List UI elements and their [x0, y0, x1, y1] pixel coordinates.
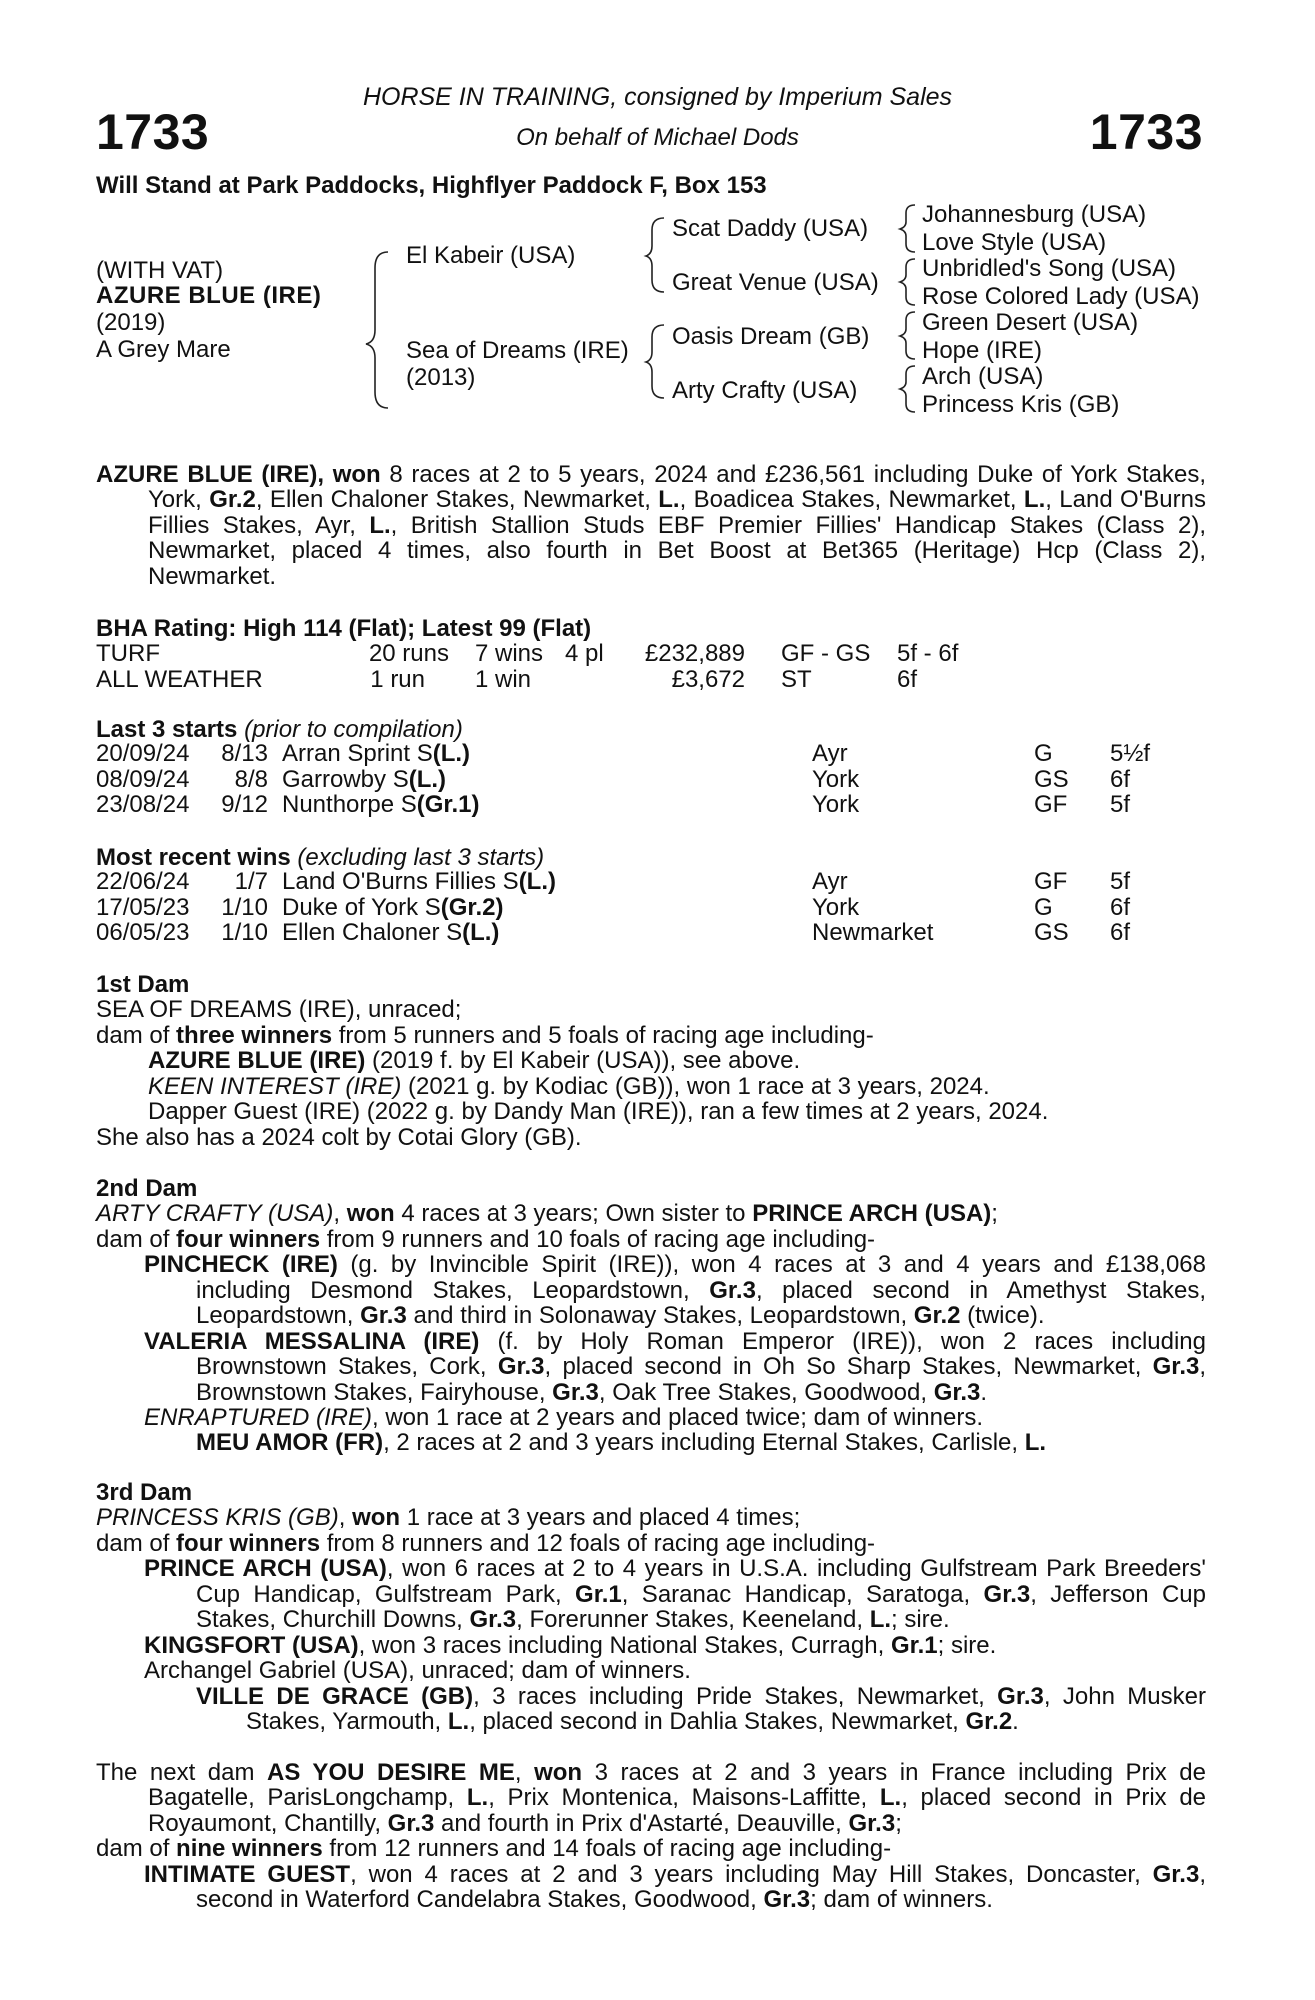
- horse-description: A Grey Mare: [96, 336, 231, 363]
- horse-name: AZURE BLUE (IRE): [96, 282, 322, 309]
- third-dam-title: 3rd Dam: [96, 1479, 193, 1506]
- pedigree-g3: Unbridled's Song (USA): [922, 255, 1177, 282]
- summary-horse-name: AZURE BLUE (IRE): [96, 461, 318, 488]
- first-dam-title: 1st Dam: [96, 971, 190, 998]
- recent-win-row: 17/05/23 1/10 Duke of York S(Gr.2) York G 6f: [96, 893, 1131, 921]
- recent-wins-table: [96, 869, 1196, 946]
- last3-row: 23/08/24 9/12 Nunthorpe S(Gr.1) York GF 5f: [96, 791, 1131, 818]
- pedigree-dam-sire: Oasis Dream (GB): [672, 323, 870, 350]
- recent-win-row: 22/06/24 1/7 Land O'Burns Fillies S(L.) Ayr GF 5f: [96, 868, 1131, 895]
- pedigree-g1: Johannesburg (USA): [922, 201, 1147, 228]
- horse-year: (2019): [96, 309, 166, 336]
- rating-table: [96, 641, 1096, 692]
- rating-row-all-weather: ALL WEATHER 1 run 1 win £3,672 ST 6f: [96, 665, 918, 693]
- pedigree-dam-year: (2013): [406, 364, 476, 391]
- second-dam-title: 2nd Dam: [96, 1175, 198, 1202]
- pedigree-sire-sire: Scat Daddy (USA): [672, 215, 869, 242]
- race-summary: AZURE BLUE (IRE), won 8 races at 2 to 5 years, 2024 and £236,561 including Duke of York Stakes, York, Gr.2, Ellen Chaloner Stakes, Newmarket, L., Boadicea Stakes, Newmarket, L., Land O'Burns Fillies Stakes, Ayr, L., British Stallion Studs EBF Premier Fillies' Handicap Stakes (Class 2), Newmarket, placed 4 times, also fourth in Bet Boost at Bet365 (Heritage) Hcp (Class 2), Newmarket.: [96, 461, 1207, 590]
- rating-row-turf: TURF 20 runs 7 wins 4 pl £232,889 GF - GS 5f - 6f: [96, 640, 959, 667]
- pedigree-g5: Green Desert (USA): [922, 309, 1139, 336]
- lot-number-left: 1733: [96, 104, 210, 160]
- last3-row: 08/09/24 8/8 Garrowby S(L.) York GS 6f: [96, 765, 1131, 793]
- second-dam-section: 2nd Dam ARTY CRAFTY (USA), won 4 races at 3 years; Own sister to PRINCE ARCH (USA); dam of four winners from 9 runners and 10 foals of racing age including- PINCHECK (IRE) (g. by Invincible Spirit (IRE)), won 4 races at 3 and 4 years and £138,068 including Desmond Stakes, Leopardstown, Gr.3, placed second in Amethyst Stakes, Leopardstown, Gr.3 and third in Solonaway Stakes, Leopardstown, Gr.2 (twice). VALERIA MESSALINA (IRE) (f. by Holy Roman Emperor (IRE)), won 2 races including Brownstown Stakes, Cork, Gr.3, placed second in Oh So Sharp Stakes, Newmarket, Gr.3, Brownstown Stakes, Fairyhouse, Gr.3, Oak Tree Stakes, Goodwood, Gr.3. ENRAPTURED (IRE), won 1 race at 2 years and placed twice; dam of winners. MEU AMOR (FR), 2 races at 2 and 3 years including Eternal Stakes, Carlisle, L.: [96, 1175, 1207, 1457]
- consignor-line: HORSE IN TRAINING, consigned by Imperium Sales: [362, 83, 953, 111]
- pedigree-g4: Rose Colored Lady (USA): [922, 283, 1200, 310]
- pedigree-g8: Princess Kris (GB): [922, 391, 1120, 418]
- pedigree-dam: Sea of Dreams (IRE): [406, 337, 629, 364]
- first-dam-section: 1st Dam SEA OF DREAMS (IRE), unraced; dam of three winners from 5 runners and 5 foals of racing age including- AZURE BLUE (IRE) (2019 f. by El Kabeir (USA)), see above. KEEN INTEREST (IRE) (2021 g. by Kodiac (GB)), won 1 race at 3 years, 2024. Dapper Guest (IRE) (2022 g. by Dandy Man (IRE)), ran a few times at 2 years, 2024. She also has a 2024 colt by Cotai Glory (GB).: [96, 972, 1206, 1150]
- recent-win-row: 06/05/23 1/10 Ellen Chaloner S(L.) Newmarket GS 6f: [96, 919, 1131, 946]
- pedigree-dam-dam: Arty Crafty (USA): [672, 377, 858, 404]
- vendor-line: On behalf of Michael Dods: [516, 124, 799, 151]
- next-dam-section: The next dam AS YOU DESIRE ME, won 3 races at 2 and 3 years in France including Prix de Bagatelle, ParisLongchamp, L., Prix Montenica, Maisons-Laffitte, L., placed second in Prix de Royaumont, Chantilly, Gr.3 and fourth in Prix d'Astarté, Deauville, Gr.3; dam of nine winners from 12 runners and 14 foals of racing age including- INTIMATE GUEST, won 4 races at 2 and 3 years including May Hill Stakes, Doncaster, Gr.3, second in Waterford Candelabra Stakes, Goodwood, Gr.3; dam of winners.: [96, 1759, 1207, 1914]
- last3-row: 20/09/24 8/13 Arran Sprint S(L.) Ayr G 5½f: [96, 740, 1151, 767]
- last3-title: Last 3 starts (prior to compilation): [96, 716, 463, 743]
- pedigree-sire-dam: Great Venue (USA): [672, 269, 879, 296]
- pedigree-g6: Hope (IRE): [922, 337, 1043, 364]
- pedigree-g7: Arch (USA): [922, 363, 1044, 390]
- pedigree-sire: El Kabeir (USA): [406, 242, 576, 269]
- recent-wins-title: Most recent wins (excluding last 3 starts): [96, 844, 545, 871]
- last3-table: [96, 741, 1196, 818]
- third-dam-section: 3rd Dam PRINCESS KRIS (GB), won 1 race at 3 years and placed 4 times; dam of four winners from 8 runners and 12 foals of racing age including- PRINCE ARCH (USA), won 6 races at 2 to 4 years in U.S.A. including Gulfstream Park Breeders' Cup Handicap, Gulfstream Park, Gr.1, Saranac Handicap, Saratoga, Gr.3, Jefferson Cup Stakes, Churchill Downs, Gr.3, Forerunner Stakes, Keeneland, L.; sire. KINGSFORT (USA), won 3 races including National Stakes, Curragh, Gr.1; sire. Archangel Gabriel (USA), unraced; dam of winners. VILLE DE GRACE (GB), 3 races including Pride Stakes, Newmarket, Gr.3, John Musker Stakes, Yarmouth, L., placed second in Dahlia Stakes, Newmarket, Gr.2.: [96, 1479, 1207, 1735]
- pedigree-g2: Love Style (USA): [922, 229, 1107, 256]
- stand-location: Will Stand at Park Paddocks, Highflyer Paddock F, Box 153: [96, 172, 767, 199]
- lot-number-right: 1733: [1089, 104, 1203, 160]
- vat-note: (WITH VAT): [96, 257, 224, 284]
- bha-rating-title: BHA Rating: High 114 (Flat); Latest 99 (Flat): [96, 615, 592, 642]
